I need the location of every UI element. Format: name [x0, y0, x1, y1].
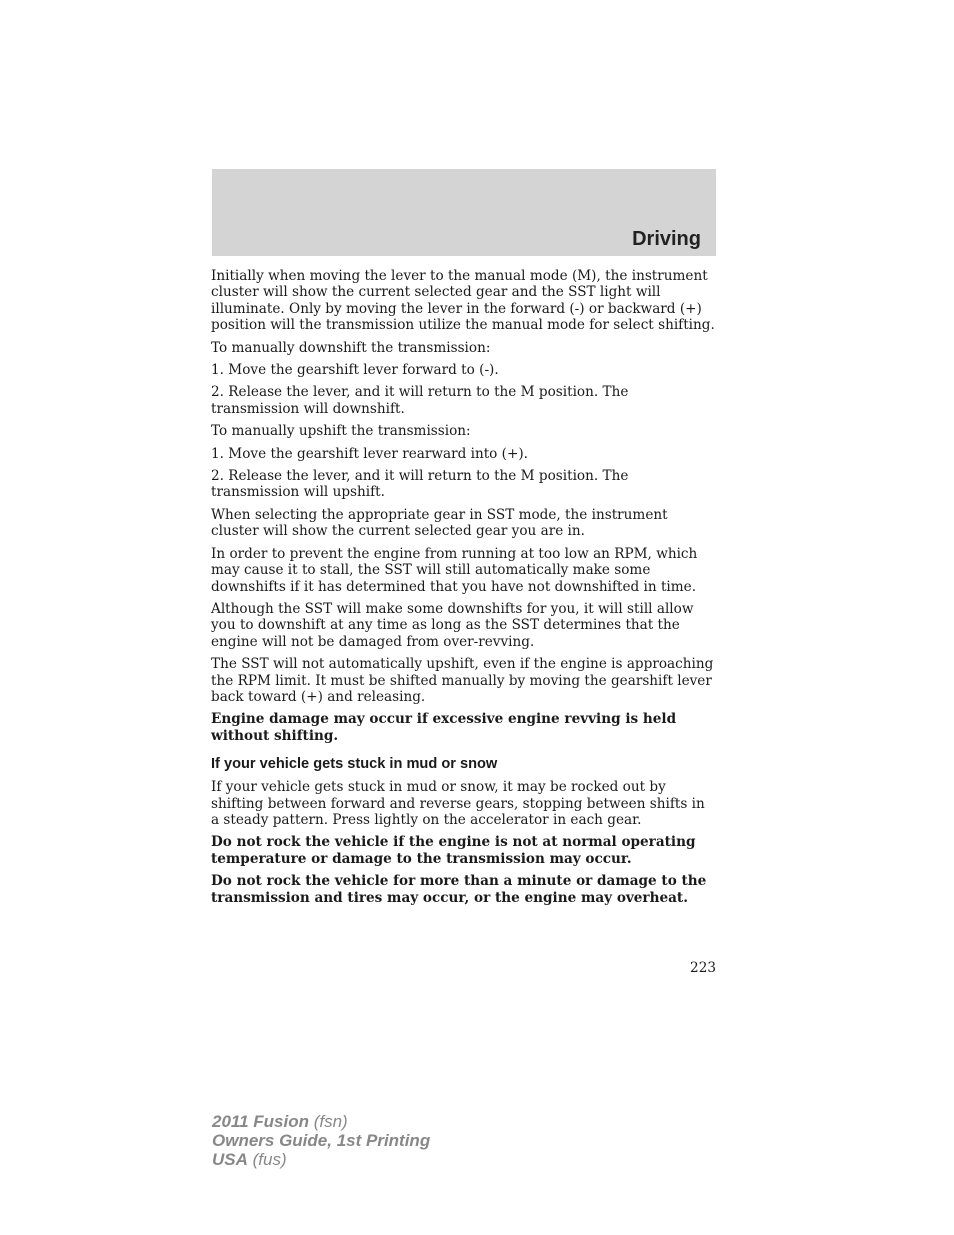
warning-paragraph: Engine damage may occur if excessive engine revving is held without shifting.: [211, 711, 677, 744]
section-header-band: [212, 169, 716, 256]
footer-guide-edition: Owners Guide, 1st Printing: [212, 1131, 431, 1150]
list-step: 1. Move the gearshift lever forward to (-).: [211, 362, 499, 379]
warning-paragraph: Do not rock the vehicle for more than a minute or damage to the transmission and tires may occur, or the engine may overheat.: [211, 873, 707, 906]
list-step: 1. Move the gearshift lever rearward into (+).: [211, 445, 528, 462]
warning-paragraph: Do not rock the vehicle if the engine is not at normal operating temperature or damage to the transmission may occur.: [211, 834, 696, 867]
footer-model-name: 2011 Fusion: [212, 1112, 309, 1131]
body-paragraph: Initially when moving the lever to the manual mode (M), the instrument cluster will show the current selected gear and the SST light will illuminate. Only by moving the lever in the forward (-) or backward (+) position will the transmission utilize the manual mode for select shifting.: [211, 268, 715, 334]
footer-model-code: (fsn): [309, 1112, 348, 1131]
footer-line-market: [212, 1150, 430, 1169]
page-number: 223: [690, 960, 716, 976]
footer-line-guide: [212, 1131, 430, 1150]
body-paragraph: The SST will not automatically upshift, even if the engine is approaching the RPM limit. It must be shifted manually by moving the gearshift lever back toward (+) and releasing.: [211, 656, 714, 705]
body-paragraph: Although the SST will make some downshifts for you, it will still allow you to downshift at any time as long as the SST determines that the engine will not be damaged from over-revving.: [211, 600, 694, 650]
body-paragraph: To manually upshift the transmission:: [211, 423, 471, 440]
body-paragraph: If your vehicle gets stuck in mud or snow, it may be rocked out by shifting between forward and reverse gears, stopping between shifts in a steady pattern. Press lightly on the accelerator in each gear.: [211, 779, 705, 828]
footer-line-model: [212, 1112, 430, 1131]
body-paragraph: To manually downshift the transmission:: [211, 339, 491, 356]
footer-market-name: USA: [212, 1150, 248, 1169]
subsection-heading: If your vehicle gets stuck in mud or snow: [211, 756, 498, 773]
document-footer: [212, 1112, 430, 1169]
body-paragraph: When selecting the appropriate gear in SST mode, the instrument cluster will show the current selected gear you are in.: [211, 506, 668, 540]
footer-market-code: (fus): [247, 1150, 287, 1169]
section-title: Driving: [632, 228, 701, 250]
list-step: 2. Release the lever, and it will return to the M position. The transmission will upshift.: [211, 468, 629, 501]
list-step: 2. Release the lever, and it will return to the M position. The transmission will downshift.: [211, 384, 629, 417]
body-paragraph: In order to prevent the engine from running at too low an RPM, which may cause it to stall, the SST will still automatically make some downshifts if it has determined that you have not downshifted in time.: [211, 545, 698, 595]
page-content: [211, 268, 717, 912]
